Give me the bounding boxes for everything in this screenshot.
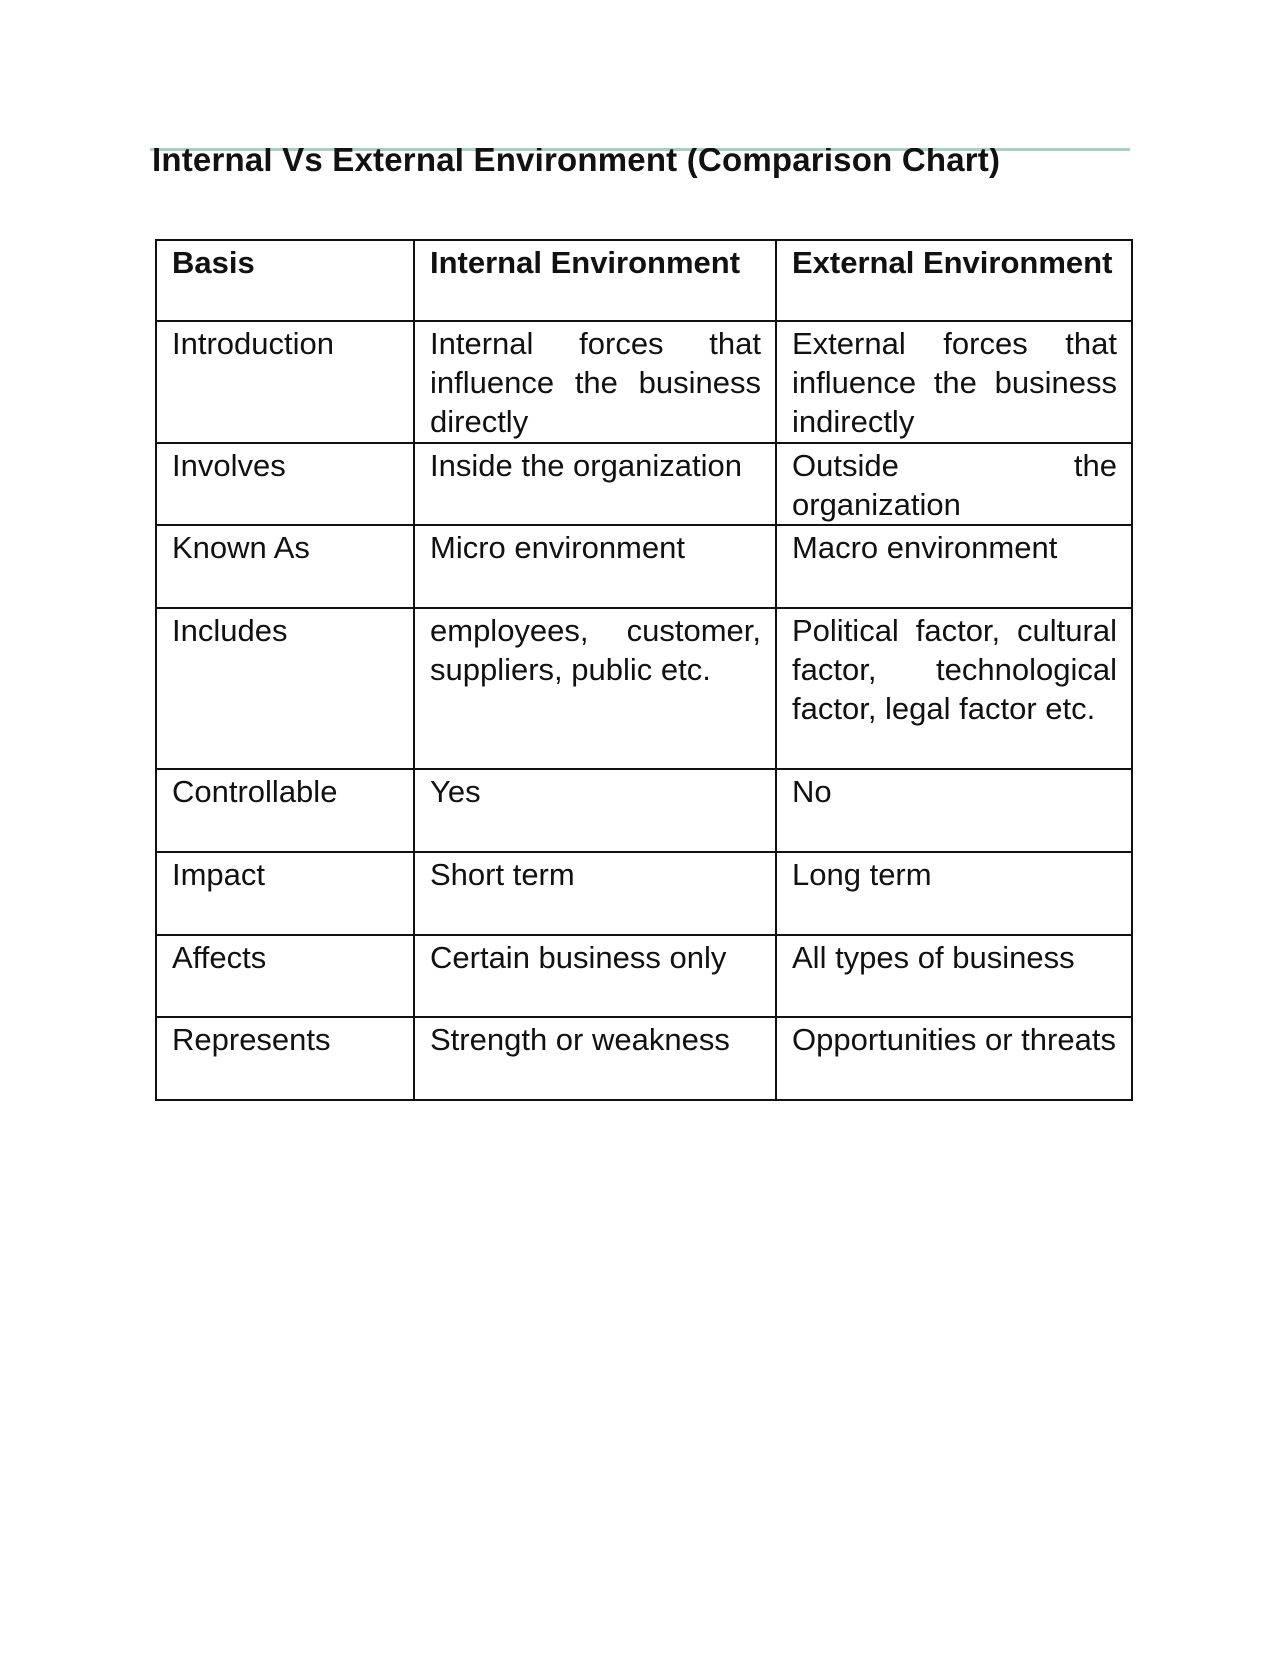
cell-external: No bbox=[776, 769, 1132, 852]
cell-external: Macro environment bbox=[776, 525, 1132, 608]
table-header-row bbox=[156, 240, 1132, 321]
cell-internal: Short term bbox=[414, 852, 776, 935]
cell-internal: Strength or weakness bbox=[414, 1017, 776, 1100]
header-internal: Internal Environment bbox=[414, 240, 776, 321]
cell-basis: Includes bbox=[156, 608, 414, 769]
cell-external: External forces that influence the business indirectly bbox=[776, 321, 1132, 443]
cell-internal: Yes bbox=[414, 769, 776, 852]
cell-internal: Certain business only bbox=[414, 935, 776, 1017]
table-row bbox=[156, 443, 1132, 525]
cell-basis: Impact bbox=[156, 852, 414, 935]
header-external: External Environment bbox=[776, 240, 1132, 321]
cell-basis: Controllable bbox=[156, 769, 414, 852]
table-row bbox=[156, 1017, 1132, 1100]
cell-basis: Involves bbox=[156, 443, 414, 525]
table-row bbox=[156, 935, 1132, 1017]
heading-area bbox=[150, 148, 1130, 182]
cell-basis: Known As bbox=[156, 525, 414, 608]
cell-external: Opportunities or threats bbox=[776, 1017, 1132, 1100]
cell-external: Political factor, cultural factor, technological factor, legal factor etc. bbox=[776, 608, 1132, 769]
comparison-table bbox=[155, 239, 1133, 1101]
cell-internal: Inside the organization bbox=[414, 443, 776, 525]
cell-internal: employees, customer, suppliers, public etc. bbox=[414, 608, 776, 769]
cell-basis: Affects bbox=[156, 935, 414, 1017]
table-row bbox=[156, 321, 1132, 443]
page-title: Internal Vs External Environment (Comparison Chart) bbox=[152, 148, 1001, 178]
cell-internal: Micro environment bbox=[414, 525, 776, 608]
cell-external: Outside the organization bbox=[776, 443, 1132, 525]
cell-basis: Represents bbox=[156, 1017, 414, 1100]
header-basis: Basis bbox=[156, 240, 414, 321]
cell-basis: Introduction bbox=[156, 321, 414, 443]
table-row bbox=[156, 769, 1132, 852]
table-row bbox=[156, 525, 1132, 608]
table-row bbox=[156, 608, 1132, 769]
cell-external: All types of business bbox=[776, 935, 1132, 1017]
cell-internal: Internal forces that influence the business directly bbox=[414, 321, 776, 443]
table-row bbox=[156, 852, 1132, 935]
cell-external: Long term bbox=[776, 852, 1132, 935]
